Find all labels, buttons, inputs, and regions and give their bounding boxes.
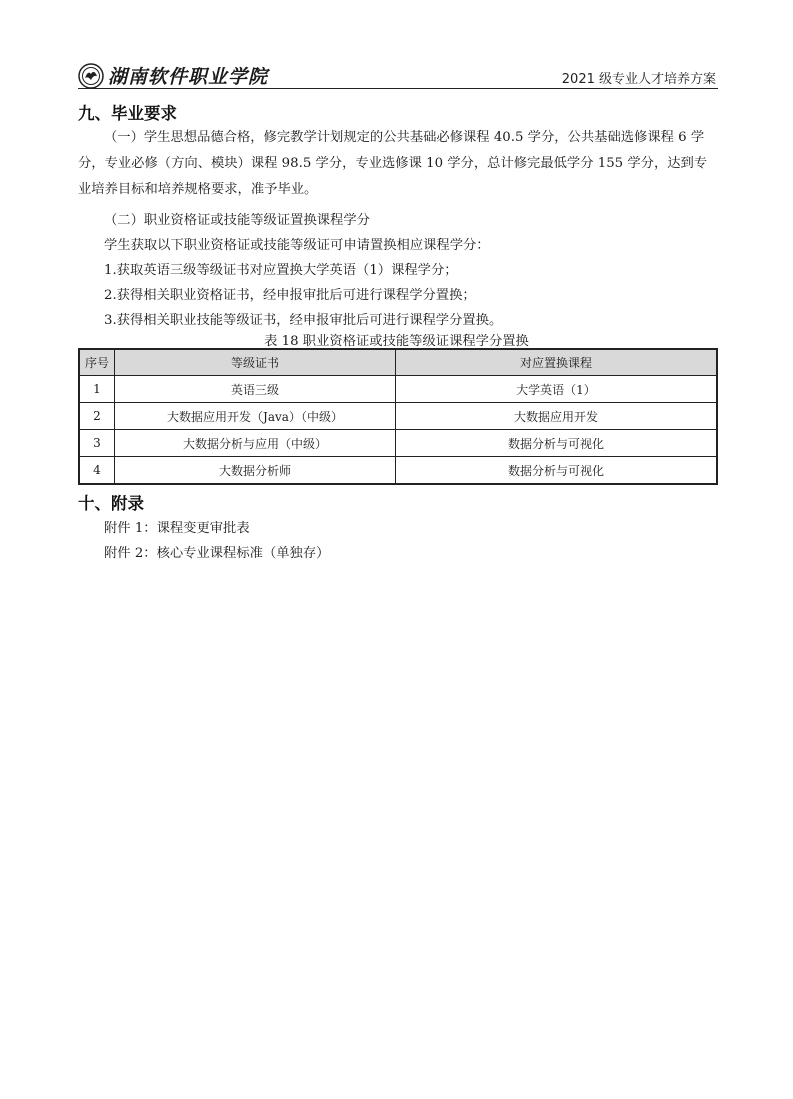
credit-replacement-item-1: 1.获取英语三级等级证书对应置换大学英语（1）课程学分；	[104, 263, 458, 278]
cell-course: 数据分析与可视化	[396, 430, 718, 457]
header-rule	[78, 88, 718, 89]
table-row	[79, 403, 717, 430]
school-logo-icon	[78, 63, 104, 89]
appendix-item-1: 附件 1：课程变更审批表	[104, 521, 250, 536]
plan-title: 2021 级专业人才培养方案	[561, 72, 716, 87]
cell-certificate: 英语三级	[115, 376, 396, 403]
cell-number: 4	[79, 457, 115, 485]
header-number: 序号	[79, 349, 115, 376]
graduation-requirement-paragraph: （一）学生思想品德合格，修完教学计划规定的公共基础必修课程 40.5 学分，公共基础选修课程 6 学分，专业必修（方向、模块）课程 98.5 学分，专业选修课 10 学分，总计修完最低学分 155 学分，达到专业培养目标和培养规格要求，准予毕业。	[78, 130, 708, 197]
cell-number: 3	[79, 430, 115, 457]
header-replacement-course: 对应置换课程	[396, 349, 718, 376]
cell-number: 2	[79, 403, 115, 430]
table-caption: 表 18 职业资格证或技能等级证课程学分置换	[264, 334, 529, 349]
table-row	[79, 457, 717, 485]
section-title-graduation: 九、毕业要求	[78, 104, 177, 123]
cell-certificate: 大数据应用开发（Java）（中级）	[115, 403, 396, 430]
credit-replacement-table	[78, 348, 718, 485]
section-title-appendix: 十、附录	[78, 494, 144, 513]
table-row	[79, 376, 717, 403]
cell-certificate: 大数据分析师	[115, 457, 396, 485]
appendix-item-2: 附件 2：核心专业课程标准（单独存）	[104, 546, 330, 561]
table-row	[79, 430, 717, 457]
subsection-title-credit-replacement: （二）职业资格证或技能等级证置换课程学分	[104, 213, 370, 228]
cell-course: 大数据应用开发	[396, 403, 718, 430]
credit-replacement-intro: 学生获取以下职业资格证或技能等级证可申请置换相应课程学分：	[104, 238, 490, 253]
cell-course: 数据分析与可视化	[396, 457, 718, 485]
cell-certificate: 大数据分析与应用（中级）	[115, 430, 396, 457]
credit-replacement-item-2: 2.获得相关职业资格证书，经申报审批后可进行课程学分置换；	[104, 288, 476, 303]
page-header	[78, 60, 718, 96]
cell-number: 1	[79, 376, 115, 403]
credit-replacement-item-3: 3.获得相关职业技能等级证书，经申报审批后可进行课程学分置换。	[104, 313, 503, 328]
table-header-row	[79, 349, 717, 376]
cell-course: 大学英语（1）	[396, 376, 718, 403]
header-certificate: 等级证书	[115, 349, 396, 376]
school-name: 湖南软件职业学院	[108, 66, 269, 88]
